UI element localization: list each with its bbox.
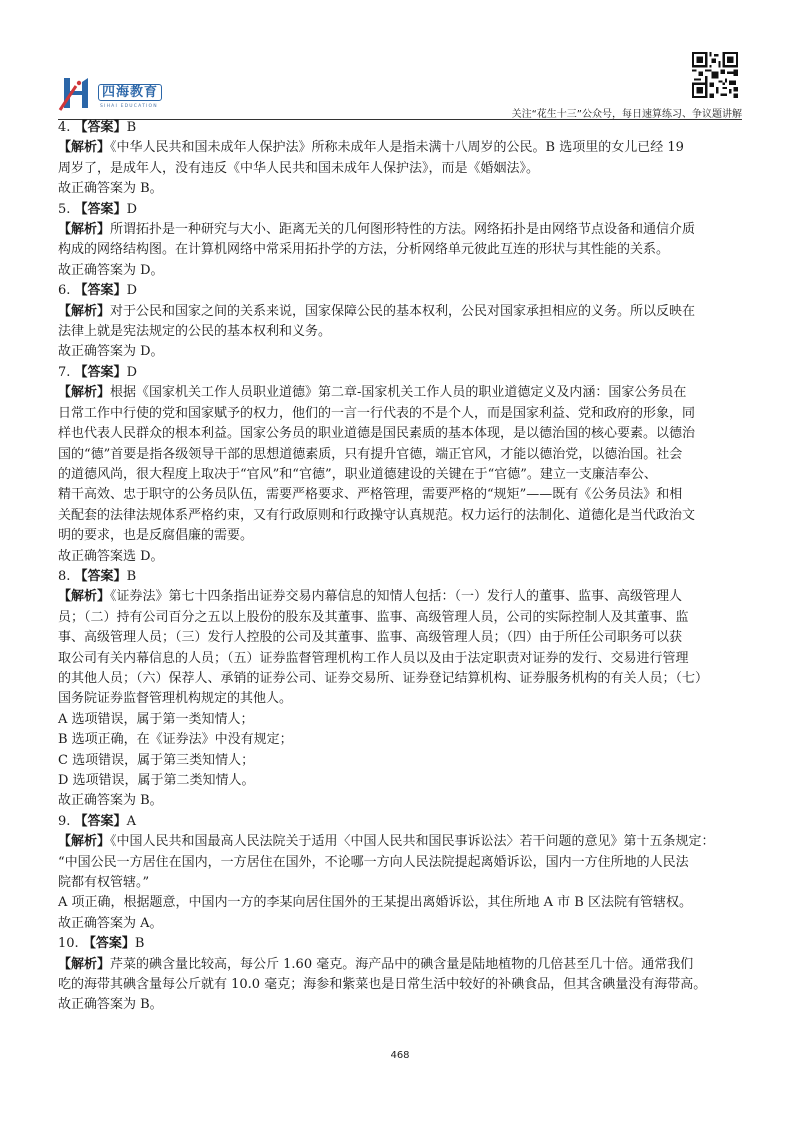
question-number: 6. bbox=[58, 283, 75, 299]
text-line bbox=[58, 547, 748, 567]
explanation-label: 【解析】 bbox=[58, 385, 111, 401]
line-text: 的道德风尚，很大程度上取决于“官风”和“官德”，职业道德建设的关键在于“官德”。建立一支廉洁奉公、 bbox=[58, 466, 657, 482]
text-line bbox=[58, 567, 748, 587]
text-line bbox=[58, 240, 748, 260]
text-line bbox=[58, 261, 748, 281]
text-line bbox=[58, 363, 748, 383]
line-text: 《中华人民共和国未成年人保护法》所称未成年人是指未满十八周岁的公民。B 选项里的女儿已经 19 bbox=[110, 140, 684, 156]
line-text: 周岁了，是成年人，没有违反《中华人民共和国未成年人保护法》，而是《婚姻法》。 bbox=[58, 160, 540, 176]
text-line bbox=[58, 649, 748, 669]
line-text: 明的要求，也是反腐倡廉的需要。 bbox=[58, 528, 254, 544]
line-text: A 选项错误，属于第一类知情人； bbox=[58, 711, 254, 727]
line-text: D bbox=[126, 201, 137, 217]
text-line bbox=[58, 465, 748, 485]
text-line bbox=[58, 342, 748, 362]
line-text: 对于公民和国家之间的关系来说，国家保障公民的基本权利，公民对国家承担相应的义务。所以反映在 bbox=[110, 303, 696, 319]
line-text: 故正确答案为 B。 bbox=[58, 181, 163, 197]
text-line bbox=[58, 424, 748, 444]
text-line bbox=[58, 383, 748, 403]
page-header bbox=[58, 52, 742, 118]
text-line bbox=[58, 281, 748, 301]
text-line bbox=[58, 934, 748, 954]
text-line bbox=[58, 751, 748, 771]
text-line bbox=[58, 200, 748, 220]
answer-label: 【答案】 bbox=[74, 813, 127, 829]
logo-mark-icon bbox=[58, 74, 96, 112]
explanation-label: 【解析】 bbox=[58, 834, 111, 850]
line-text: 取公司有关内幕信息的人员；（五）证券监督管理机构工作人员以及由于法定职责对证券的发行、交易进行管理 bbox=[58, 650, 689, 666]
line-text: 员；（二）持有公司百分之五以上股份的股东及其董事、监事、高级管理人员，公司的实际控制人及其董事、监 bbox=[58, 609, 689, 625]
question-number: 7. bbox=[58, 364, 75, 380]
line-text: 故正确答案选 D。 bbox=[58, 548, 164, 564]
explanation-label: 【解析】 bbox=[58, 956, 111, 972]
answer-label: 【答案】 bbox=[82, 936, 135, 952]
text-line bbox=[58, 710, 748, 730]
line-text: 故正确答案为 D。 bbox=[58, 344, 164, 360]
text-line bbox=[58, 975, 748, 995]
line-text: D bbox=[126, 283, 137, 299]
text-line bbox=[58, 404, 748, 424]
line-text: “中国公民一方居住在国内，一方居住在国外，不论哪一方向人民法院提起离婚诉讼，国内一方住所地的人民法 bbox=[58, 854, 689, 870]
line-text: 精干高效、忠于职守的公务员队伍，需要严格要求、严格管理，需要严格的“规矩”——既有《公务员法》和相 bbox=[58, 487, 683, 503]
answer-label: 【答案】 bbox=[74, 201, 127, 217]
line-text: 日常工作中行使的党和国家赋予的权力，他们的一言一行代表的不是个人，而是国家利益、党和政府的形象，同 bbox=[58, 405, 696, 421]
line-text: 所谓拓扑是一种研究与大小、距离无关的几何图形特性的方法。网络拓扑是由网络节点设备和通信介质 bbox=[110, 222, 696, 238]
line-text: A bbox=[126, 813, 136, 829]
line-text: B 选项正确，在《证券法》中没有规定； bbox=[58, 732, 293, 748]
text-line bbox=[58, 893, 748, 913]
text-line bbox=[58, 220, 748, 240]
line-text: D bbox=[126, 364, 137, 380]
line-text: 故正确答案为 A。 bbox=[58, 915, 163, 931]
text-line bbox=[58, 138, 748, 158]
line-text: 关配套的法律法规体系严格约束，又有行政原则和行政操守认真规范。权力运行的法制化、道德化是当代政治文 bbox=[58, 507, 696, 523]
line-text: 构成的网络结构图。在计算机网络中常采用拓扑学的方法，分析网络单元彼此互连的形状与其性能的关系。 bbox=[58, 242, 670, 258]
line-text: 故正确答案为 D。 bbox=[58, 262, 164, 278]
text-line bbox=[58, 445, 748, 465]
text-line bbox=[58, 179, 748, 199]
text-line bbox=[58, 955, 748, 975]
text-line bbox=[58, 995, 748, 1015]
text-line bbox=[58, 791, 748, 811]
line-text: 《中国人民共和国最高人民法院关于适用〈中国人民共和国民事诉讼法〉若干问题的意见》第十五条规定： bbox=[110, 834, 715, 850]
text-line bbox=[58, 873, 748, 893]
text-line bbox=[58, 485, 748, 505]
qr-code-icon bbox=[692, 52, 738, 98]
text-line bbox=[58, 812, 748, 832]
question-number: 10. bbox=[58, 936, 83, 952]
line-text: 样也代表人民群众的根本利益。国家公务员的职业道德是国民素质的基本体现，是以德治国的核心要素。以德治 bbox=[58, 426, 696, 442]
explanation-label: 【解析】 bbox=[58, 140, 111, 156]
page-number: 468 bbox=[390, 1050, 410, 1061]
text-line bbox=[58, 853, 748, 873]
line-text: A 项正确，根据题意，中国内一方的李某向居住国外的王某提出离婚诉讼，其住所地 A 市 B 区法院有管辖权。 bbox=[58, 895, 692, 911]
text-line bbox=[58, 526, 748, 546]
line-text: 故正确答案为 B。 bbox=[58, 997, 163, 1013]
text-line bbox=[58, 730, 748, 750]
text-line bbox=[58, 118, 748, 138]
line-text: 《证券法》第七十四条指出证券交易内幕信息的知情人包括：（一）发行人的董事、监事、高级管理人 bbox=[110, 589, 683, 605]
text-line bbox=[58, 159, 748, 179]
text-line bbox=[58, 914, 748, 934]
logo-name: 四海教育 bbox=[98, 84, 162, 101]
line-text: 故正确答案为 B。 bbox=[58, 793, 163, 809]
line-text: 的其他人员；（六）保荐人、承销的证券公司、证券交易所、证券登记结算机构、证券服务机构的有关人员；（七） bbox=[58, 670, 709, 686]
text-line bbox=[58, 587, 748, 607]
line-text: 根据《国家机关工作人员职业道德》第二章-国家机关工作人员的职业道德定义及内涵：国家公务员在 bbox=[110, 385, 687, 401]
explanation-label: 【解析】 bbox=[58, 303, 111, 319]
question-number: 4. bbox=[58, 120, 75, 135]
text-line bbox=[58, 506, 748, 526]
line-text: 国务院证券监督管理机构规定的其他人。 bbox=[58, 691, 293, 707]
line-text: B bbox=[126, 120, 137, 135]
line-text: 芹菜的碘含量比较高，每公斤 1.60 毫克。海产品中的碘含量是陆地植物的几倍甚至几十倍。通常我们 bbox=[110, 956, 694, 972]
text-line bbox=[58, 689, 748, 709]
line-text: B bbox=[126, 568, 137, 584]
answer-explanations bbox=[58, 118, 748, 1016]
explanation-label: 【解析】 bbox=[58, 589, 111, 605]
line-text: 吃的海带其碘含量每公斤就有 10.0 毫克；海参和紫菜也是日常生活中较好的补碘食品，但其含碘量没有海带高。 bbox=[58, 977, 707, 993]
header-slogan: 关注“花生十三”公众号，每日速算练习、争议题讲解 bbox=[511, 109, 742, 120]
text-line bbox=[58, 832, 748, 852]
logo-subtitle: SIHAI EDUCATION bbox=[100, 104, 158, 109]
line-text: 院都有权管辖。” bbox=[58, 875, 150, 891]
answer-label: 【答案】 bbox=[74, 120, 127, 135]
answer-label: 【答案】 bbox=[74, 568, 127, 584]
line-text: 国的“德”首要是指各级领导干部的思想道德素质，只有提升官德，端正官风，才能以德治党，以德治国。社会 bbox=[58, 446, 683, 462]
text-line bbox=[58, 669, 748, 689]
text-line bbox=[58, 322, 748, 342]
text-line bbox=[58, 302, 748, 322]
line-text: 法律上就是宪法规定的公民的基本权利和义务。 bbox=[58, 324, 332, 340]
text-line bbox=[58, 771, 748, 791]
logo bbox=[58, 74, 188, 114]
line-text: C 选项错误，属于第三类知情人； bbox=[58, 752, 255, 768]
answer-label: 【答案】 bbox=[74, 283, 127, 299]
question-number: 5. bbox=[58, 201, 75, 217]
text-line bbox=[58, 628, 748, 648]
line-text: D 选项错误，属于第二类知情人。 bbox=[58, 773, 255, 788]
text-line bbox=[58, 608, 748, 628]
question-number: 9. bbox=[58, 813, 75, 829]
answer-label: 【答案】 bbox=[74, 364, 127, 380]
explanation-label: 【解析】 bbox=[58, 222, 111, 238]
question-number: 8. bbox=[58, 568, 75, 584]
line-text: B bbox=[134, 936, 145, 952]
line-text: 事、高级管理人员；（三）发行人控股的公司及其董事、监事、高级管理人员；（四）由于所任公司职务可以获 bbox=[58, 630, 683, 646]
